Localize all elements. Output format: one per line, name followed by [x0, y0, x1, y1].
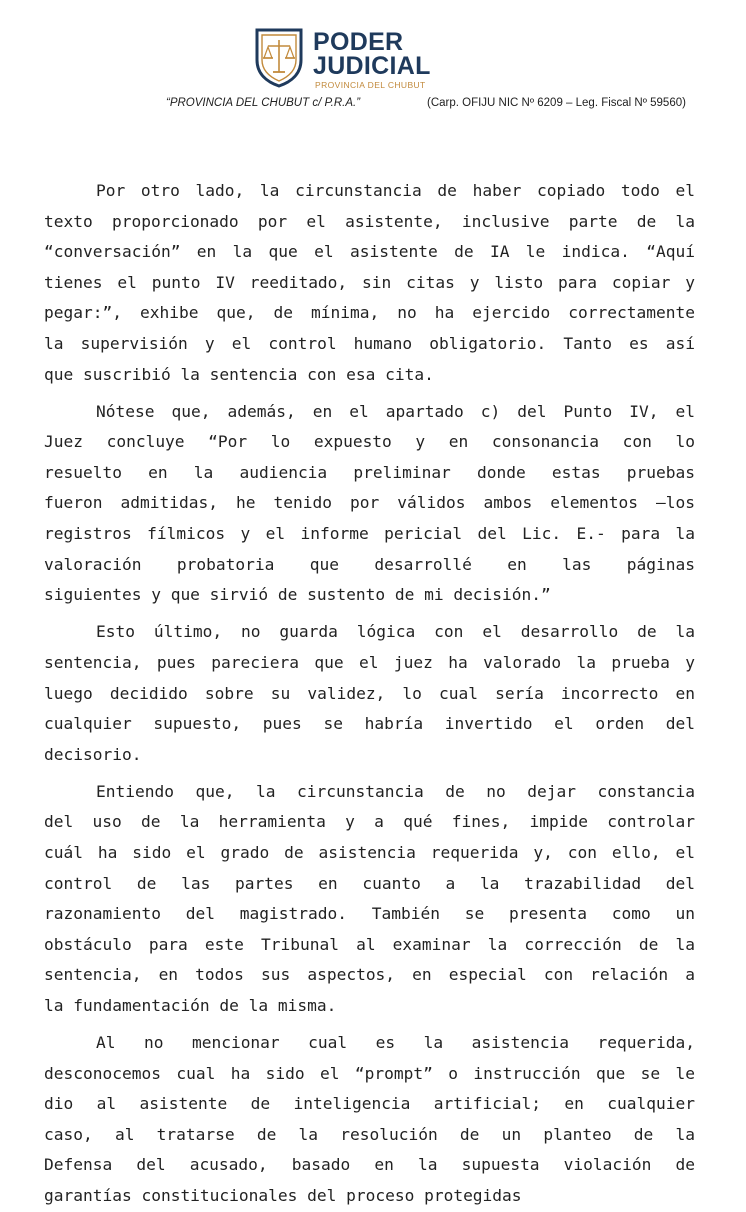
paragraph-line: Entiendo que, la circunstancia de no dejar constancia: [96, 781, 695, 801]
paragraph-line: “conversación” en la que el asistente de IA le indica. “Aquí: [44, 242, 695, 262]
paragraph-line: valoración probatoria que desarrollé en las páginas: [44, 554, 695, 574]
paragraph-line: Nótese que, además, en el apartado c) del Punto IV, el: [96, 401, 695, 421]
body-paragraph: [44, 176, 695, 390]
logo-title-line1: PODER: [313, 28, 404, 56]
paragraph-line: pegar:”, exhibe que, de mínima, no ha ejercido correctamente: [44, 303, 695, 323]
scales-of-justice-shield-icon: [253, 26, 305, 88]
body-paragraph: [44, 397, 695, 611]
paragraph-line: cuál ha sido el grado de asistencia requerida y, con ello, el: [44, 842, 695, 862]
poder-judicial-logo: [253, 26, 433, 88]
body-paragraph: [44, 777, 695, 1022]
paragraph-line: fueron admitidas, he tenido por válidos ambos elementos –los: [44, 493, 695, 513]
paragraph-line: desconocemos cual ha sido el “prompt” o instrucción que se le: [44, 1063, 695, 1083]
case-title: “PROVINCIA DEL CHUBUT c/ P.R.A.”: [166, 97, 361, 109]
paragraph-line: cualquier supuesto, pues se habría invertido el orden del: [44, 714, 695, 734]
paragraph-line: Por otro lado, la circunstancia de haber copiado todo el: [96, 181, 695, 200]
paragraph-line: la supervisión y el control humano obligatorio. Tanto es así: [44, 333, 695, 353]
paragraph-line: tienes el punto IV reeditado, sin citas y listo para copiar y: [44, 272, 695, 292]
paragraph-line: obstáculo para este Tribunal al examinar la corrección de la: [44, 934, 695, 954]
logo-subtitle: PROVINCIA DEL CHUBUT: [315, 80, 426, 90]
paragraph-line: Defensa del acusado, basado en la supuesta violación de: [44, 1155, 695, 1175]
paragraph-line: luego decidido sobre su validez, lo cual sería incorrecto en: [44, 683, 695, 703]
paragraph-line: caso, al tratarse de la resolución de un planteo de la: [44, 1124, 695, 1144]
paragraph-line: siguientes y que sirvió de sustento de mi decisión.”: [44, 585, 551, 605]
paragraph-line: Esto último, no guarda lógica con el desarrollo de la: [96, 622, 695, 642]
body-paragraph: [44, 617, 695, 770]
paragraph-line: garantías constitucionales del proceso protegidas: [44, 1186, 522, 1205]
paragraph-line: la fundamentación de la misma.: [44, 995, 337, 1015]
paragraph-line: registros fílmicos y el informe pericial del Lic. E.- para la: [44, 524, 695, 544]
body-paragraph: [44, 1028, 695, 1212]
letterhead: [0, 0, 746, 120]
paragraph-line: texto proporcionado por el asistente, inclusive parte de la: [44, 211, 695, 231]
paragraph-line: Juez concluye “Por lo expuesto y en consonancia con lo: [44, 432, 695, 452]
paragraph-line: Al no mencionar cual es la asistencia requerida,: [96, 1033, 695, 1053]
paragraph-line: razonamiento del magistrado. También se presenta como un: [44, 904, 695, 924]
paragraph-line: sentencia, en todos sus aspectos, en especial con relación a: [44, 965, 695, 985]
paragraph-line: decisorio.: [44, 744, 142, 764]
paragraph-line: del uso de la herramienta y a qué fines, impide controlar: [44, 812, 695, 832]
paragraph-line: resuelto en la audiencia preliminar donde estas pruebas: [44, 462, 695, 482]
paragraph-line: sentencia, pues pareciera que el juez ha valorado la prueba y: [44, 652, 695, 672]
logo-title-line2: JUDICIAL: [313, 52, 431, 80]
paragraph-line: dio al asistente de inteligencia artificial; en cualquier: [44, 1094, 695, 1114]
paragraph-line: que suscribió la sentencia con esa cita.: [44, 364, 434, 384]
paragraph-line: control de las partes en cuanto a la trazabilidad del: [44, 873, 695, 893]
document-body: [44, 176, 695, 1212]
case-reference: (Carp. OFIJU NIC Nº 6209 – Leg. Fiscal Nº 59560): [427, 97, 686, 109]
